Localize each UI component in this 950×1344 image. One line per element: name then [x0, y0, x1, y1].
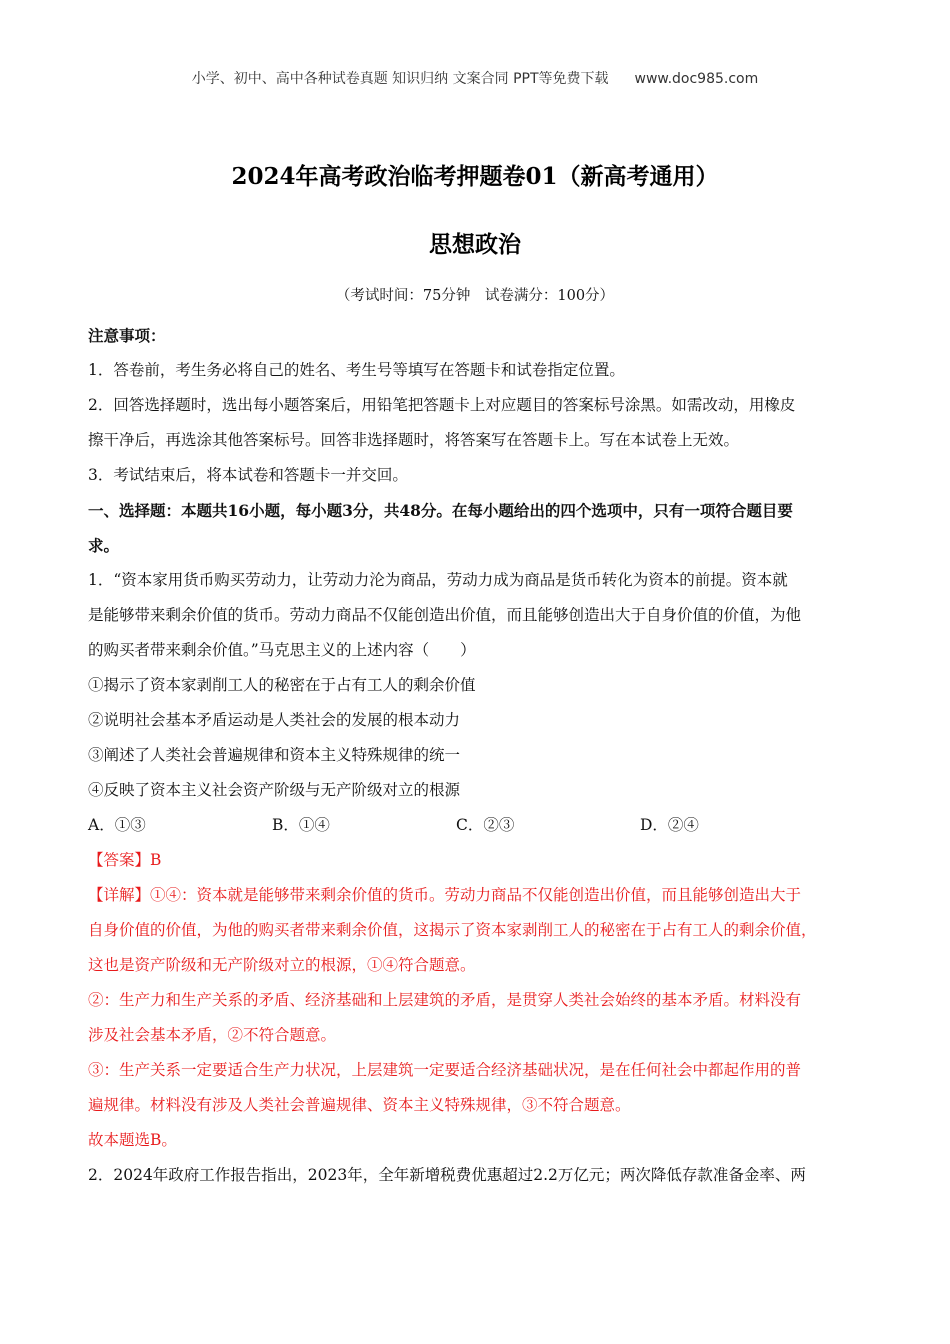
statement-3: ③阐述了人类社会普遍规律和资本主义特殊规律的统一 — [88, 746, 461, 764]
question-1-stem: 的购买者带来剩余价值。”马克思主义的上述内容（ ） — [88, 641, 476, 659]
header-site-link[interactable]: www.doc985.com — [634, 71, 759, 87]
exam-subject: 思想政治 — [429, 231, 521, 258]
header-text: 小学、初中、高中各种试卷真题 知识归纳 文案合同 PPT等免费下载 — [191, 71, 609, 87]
document-body — [88, 318, 864, 1193]
notice-item: 3．考试结束后，将本试卷和答题卡一并交回。 — [88, 466, 408, 484]
notice-item: 1．答卷前，考生务必将自己的姓名、考生号等填写在答题卡和试卷指定位置。 — [88, 361, 625, 379]
explanation-line: ②：生产力和生产关系的矛盾、经济基础和上层建筑的矛盾，是贯穿人类社会始终的基本矛盾。材料没有 — [88, 991, 802, 1009]
page-header — [0, 68, 950, 88]
option-b: B．①④ — [272, 816, 330, 834]
explanation-line: 【详解】①④：资本就是能够带来剩余价值的货币。劳动力商品不仅能创造出价值，而且能够创造出大于 — [88, 886, 802, 904]
answer: 【答案】B — [88, 851, 162, 869]
statement-4: ④反映了资本主义社会资产阶级与无产阶级对立的根源 — [88, 781, 461, 799]
option-a: A．①③ — [88, 816, 146, 834]
explanation-line: 涉及社会基本矛盾，②不符合题意。 — [88, 1026, 337, 1044]
exam-title: 2024年高考政治临考押题卷01（新高考通用） — [231, 163, 719, 190]
section-heading: 求。 — [88, 536, 120, 555]
explanation-line: ③：生产关系一定要适合生产力状况，上层建筑一定要适合经济基础状况，是在任何社会中都起作用的普 — [88, 1061, 802, 1079]
statement-1: ①揭示了资本家剥削工人的秘密在于占有工人的剩余价值 — [88, 676, 476, 694]
conclusion: 故本题选B。 — [88, 1131, 177, 1149]
explanation-line: 遍规律。材料没有涉及人类社会普遍规律、资本主义特殊规律，③不符合题意。 — [88, 1096, 631, 1114]
option-c: C．②③ — [456, 816, 515, 834]
section-heading: 一、选择题：本题共16小题，每小题3分，共48分。在每小题给出的四个选项中，只有一项符合题目要 — [88, 501, 793, 520]
question-1-stem: 1．“资本家用货币购买劳动力，让劳动力沦为商品，劳动力成为商品是货币转化为资本的前提。资本就 — [88, 571, 788, 589]
exam-info: （考试时间：75分钟 试卷满分：100分） — [335, 288, 615, 304]
explanation-line: 自身价值的价值，为他的购买者带来剩余价值，这揭示了资本家剥削工人的秘密在于占有工人的剩余价值， — [88, 921, 817, 939]
explanation-line: 这也是资产阶级和无产阶级对立的根源，①④符合题意。 — [88, 956, 476, 974]
question-1-options — [88, 808, 864, 843]
notice-item: 擦干净后，再选涂其他答案标号。回答非选择题时，将答案写在答题卡上。写在本试卷上无效。 — [88, 431, 740, 449]
option-d: D．②④ — [640, 816, 699, 834]
notice-heading: 注意事项： — [88, 326, 166, 345]
statement-2: ②说明社会基本矛盾运动是人类社会的发展的根本动力 — [88, 711, 461, 729]
question-2-stem: 2．2024年政府工作报告指出，2023年，全年新增税费优惠超过2.2万亿元；两次降低存款准备金率、两 — [88, 1166, 806, 1184]
notice-item: 2．回答选择题时，选出每小题答案后，用铅笔把答题卡上对应题目的答案标号涂黑。如需改动，用橡皮 — [88, 396, 796, 414]
question-1-stem: 是能够带来剩余价值的货币。劳动力商品不仅能创造出价值，而且能够创造出大于自身价值的价值，为他 — [88, 606, 802, 624]
